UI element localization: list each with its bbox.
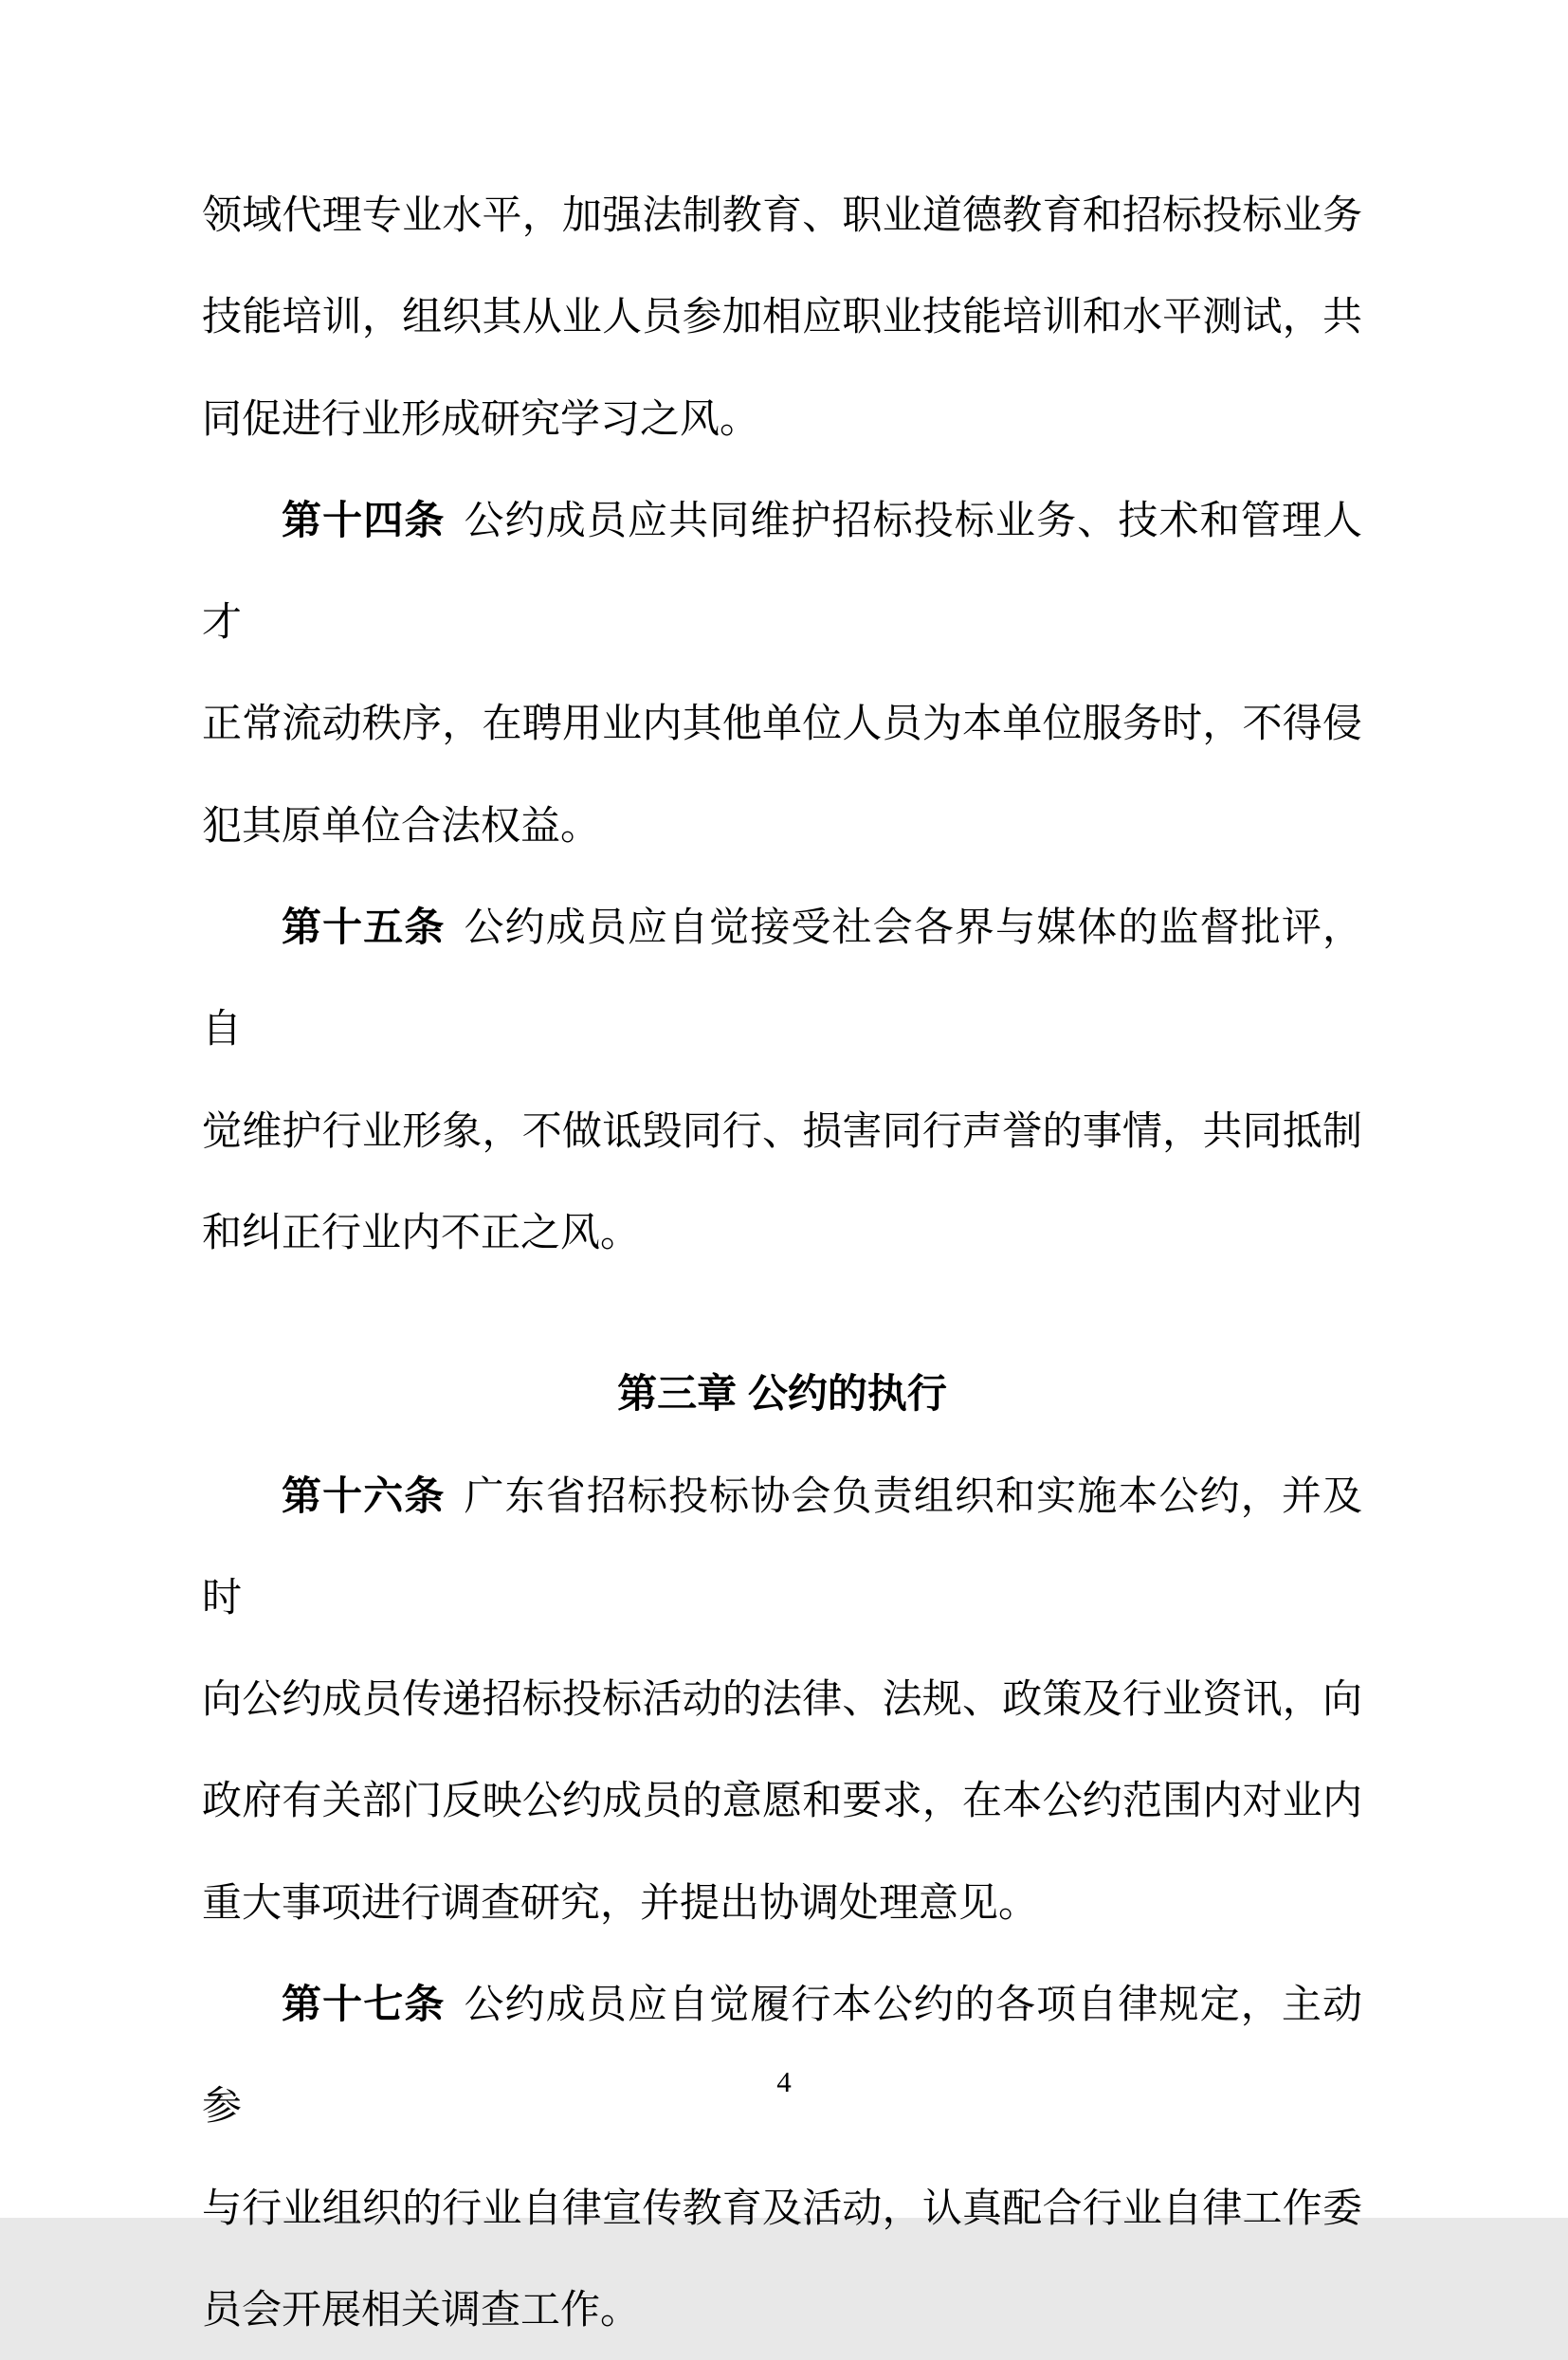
article-16-text: 广东省招标投标协会负责组织和实施本公约，并及时 [202, 1473, 1362, 1619]
article-15-text: 公约成员应自觉接受社会各界与媒体的监督批评，自 [202, 905, 1362, 1052]
article-14-number: 第十四条 [282, 497, 446, 542]
article-15-first-line [202, 876, 1362, 1080]
article-17-first-line [202, 1953, 1362, 2157]
body-line: 与行业组织的行业自律宣传教育及活动，认真配合行业自律工作委 [202, 2185, 1362, 2230]
body-line: 领域代理专业水平，加强法制教育、职业道德教育和招标投标业务 [202, 192, 1362, 237]
body-line: 犯其原单位合法权益。 [202, 802, 601, 848]
body-line: 技能培训，组织其从业人员参加相应职业技能培训和水平测试，共 [202, 294, 1362, 339]
article-14-first-line [202, 469, 1362, 673]
article-17-number: 第十七条 [282, 1982, 446, 2027]
body-line: 员会开展相关调查工作。 [202, 2286, 641, 2332]
body-line: 和纠正行业内不正之风。 [202, 1209, 641, 1254]
document-body [202, 164, 1362, 2360]
article-17-text: 公约成员应自觉履行本公约的各项自律规定，主动参 [202, 1982, 1362, 2129]
article-14-text: 公约成员应共同维护招标投标业务、技术和管理人才 [202, 497, 1362, 645]
body-line: 觉维护行业形象，不做诋毁同行、损害同行声誉的事情，共同抵制 [202, 1107, 1362, 1153]
body-line: 重大事项进行调查研究，并提出协调处理意见。 [202, 1879, 1039, 1925]
body-line: 同促进行业形成研究学习之风。 [202, 395, 760, 441]
body-line: 正常流动秩序，在聘用业内其他单位人员为本单位服务时，不得侵 [202, 701, 1362, 746]
body-line: 向公约成员传递招标投标活动的法律、法规、政策及行业资讯，向 [202, 1676, 1362, 1722]
page-number: 4 [776, 2065, 792, 2098]
article-15-number: 第十五条 [282, 905, 446, 950]
article-16-number: 第十六条 [282, 1473, 446, 1518]
article-16-first-line [202, 1445, 1362, 1649]
chapter-heading: 第三章 公约的执行 [617, 1371, 947, 1417]
body-line: 政府有关部门反映公约成员的意愿和要求，在本公约范围内对业内 [202, 1778, 1362, 1823]
